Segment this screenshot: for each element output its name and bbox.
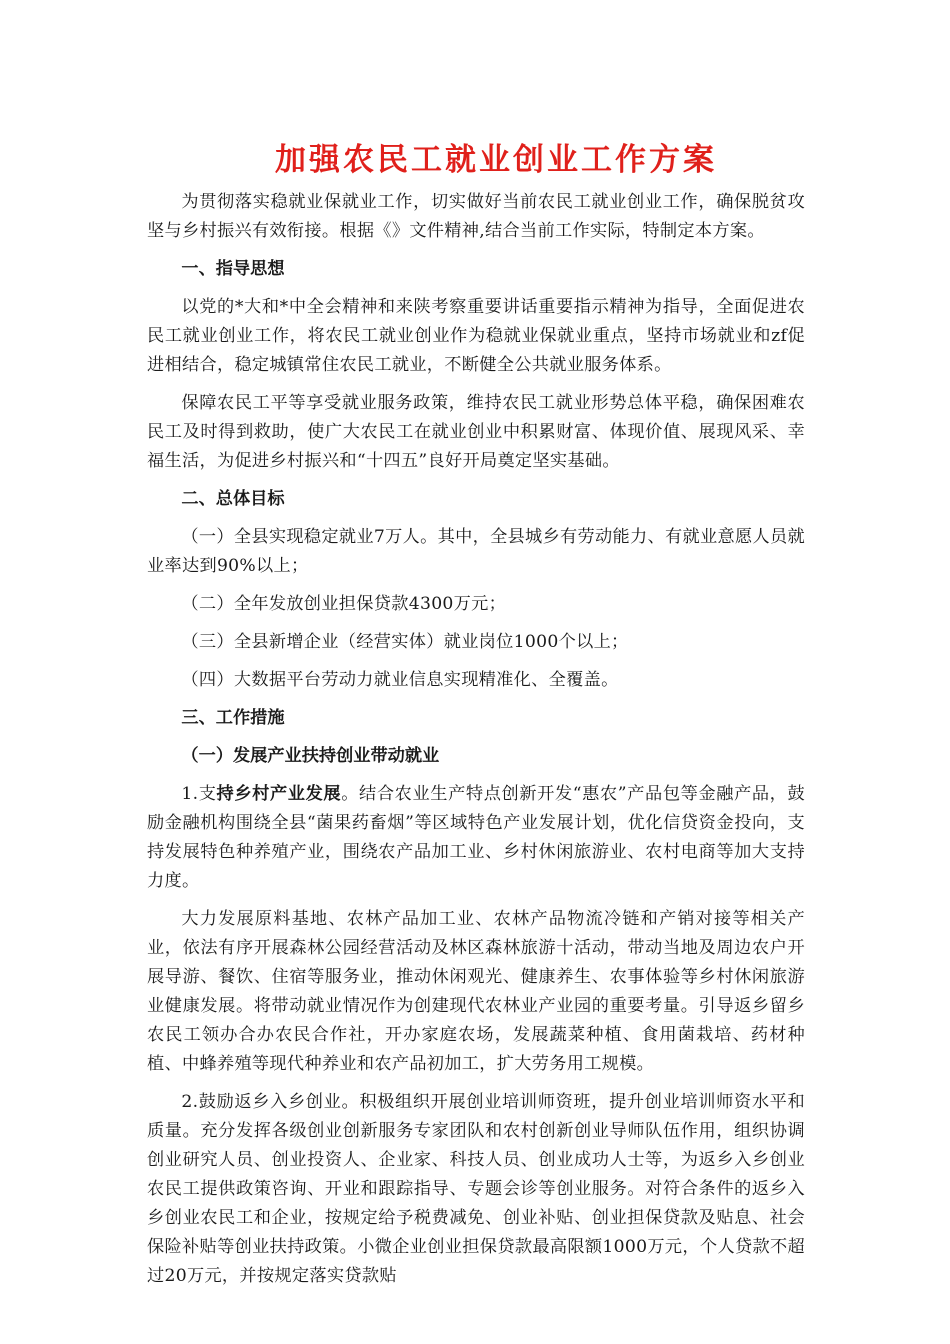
subsection-heading-industry: （一）发展产业扶持创业带动就业 (181, 746, 440, 766)
document-page (147, 136, 805, 1300)
section1-paragraph-2: 保障农民工平等享受就业服务政策，维持农民工就业形势总体平稳，确保困难农民工及时得到救助，使广大农民工在就业创业中积累财富、体现价值、展现风采、幸福生活，为促进乡村振兴和“十四五”良好开局奠定坚实基础。 (147, 393, 805, 471)
measure-item-2: 2.鼓励返乡入乡创业。积极组织开展创业培训师资班，提升创业培训师资水平和质量。充分发挥各级创业创新服务专家团队和农村创新创业导师队伍作用，组织协调创业研究人员、创业投资人、企业家、科技人员、创业成功人士等，为返乡入乡创业农民工提供政策咨询、开业和跟踪指导、专题会诊等创业服务。对符合条件的返乡入乡创业农民工和企业，按规定给予税费减免、创业补贴、创业担保贷款及贴息、社会保险补贴等创业扶持政策。小微企业创业担保贷款最高限额1000万元，个人贷款不超过20万元，并按规定落实贷款贴 (147, 1092, 805, 1286)
section-heading-guiding-ideology: 一、指导思想 (181, 259, 285, 279)
goal-item-3: （三）全县新增企业（经营实体）就业岗位1000个以上； (181, 632, 629, 652)
goal-item-4: （四）大数据平台劳动力就业信息实现精准化、全覆盖。 (181, 670, 619, 690)
measure-item-1 (147, 780, 805, 896)
measure-item-1-bold: 持乡村产业发展 (216, 784, 342, 804)
section-heading-work-measures: 三、工作措施 (181, 708, 285, 728)
goal-item-1: （一）全县实现稳定就业7万人。其中，全县城乡有劳动能力、有就业意愿人员就业率达到90%以上； (147, 527, 805, 576)
section1-paragraph-1: 以党的*大和*中全会精神和来陕考察重要讲话重要指示精神为指导，全面促进农民工就业创业工作，将农民工就业创业作为稳就业保就业重点，坚持市场就业和zf促进相结合，稳定城镇常住农民工就业，不断健全公共就业服务体系。 (147, 297, 805, 375)
measure-item-1-paragraph-2: 大力发展原料基地、农林产品加工业、农林产品物流冷链和产销对接等相关产业，依法有序开展森林公园经营活动及林区森林旅游十活动，带动当地及周边农户开展导游、餐饮、住宿等服务业，推动休闲观光、健康养生、农事体验等乡村休闲旅游业健康发展。将带动就业情况作为创建现代农林业产业园的重要考量。引导返乡留乡农民工领办合办农民合作社，开办家庭农场，发展蔬菜种植、食用菌栽培、药材种植、中蜂养殖等现代种养业和农产品初加工，扩大劳务用工规模。 (147, 909, 805, 1074)
measure-item-1-text: 。结合农业生产特点创新开发“惠农”产品包等金融产品，鼓励金融机构围绕全县“菌果药畜烟”等区域特色产业发展计划，优化信贷资金投向，支持发展特色种养殖产业，围绕农产品加工业、乡村休闲旅游业、农村电商等加大支持力度。 (147, 784, 805, 891)
section-heading-overall-goals: 二、总体目标 (181, 489, 285, 509)
measure-item-1-prefix: 1.支 (181, 784, 217, 804)
document-title: 加强农民工就业创业工作方案 (275, 142, 717, 178)
intro-paragraph: 为贯彻落实稳就业保就业工作，切实做好当前农民工就业创业工作，确保脱贫攻坚与乡村振兴有效衔接。根据《》文件精神,结合当前工作实际，特制定本方案。 (147, 192, 805, 241)
goal-item-2: （二）全年发放创业担保贷款4300万元； (181, 594, 507, 614)
